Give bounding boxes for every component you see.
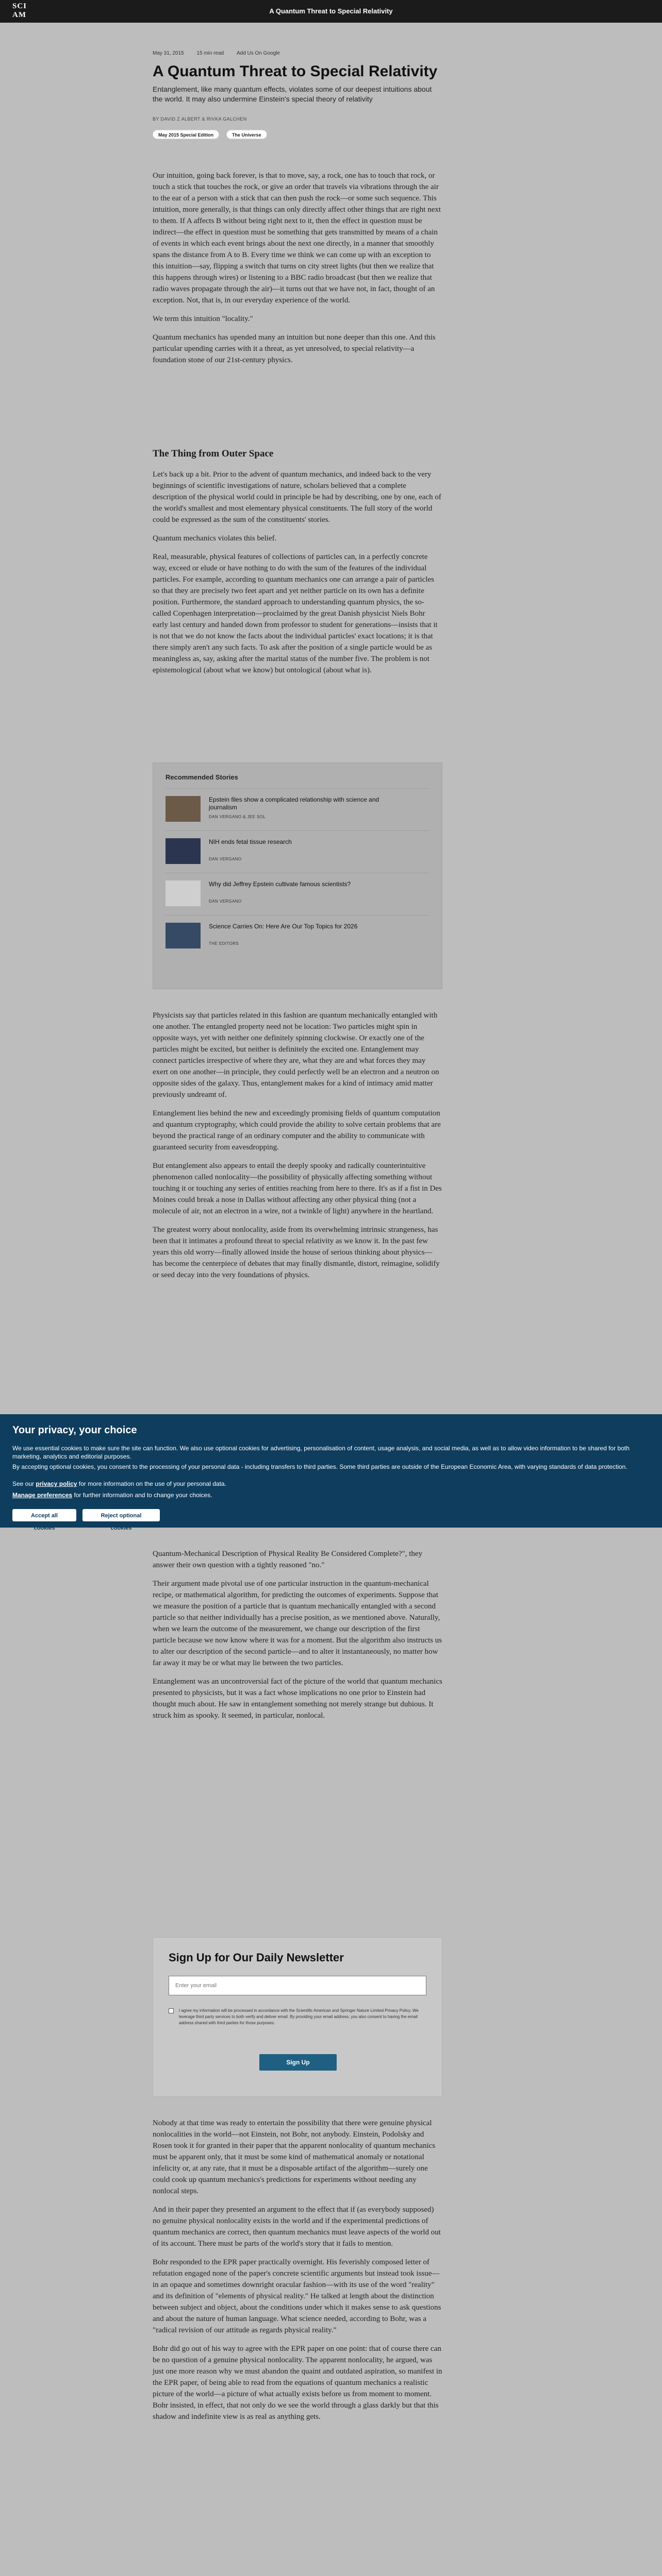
paragraph: Bohr responded to the EPR paper practically overnight. His feverishly composed letter of refutation engaged none of the paper's concrete scientific arguments but instead took issue—in an opaque and sometimes downright oracular fashion—with its use of the word "reality" and its definition of "elements of physical reality." He talked at length about the distinction between subject and object, about the conditions under which it makes sense to ask questions and about the nature of human language. What science needed, according to Bohr, was a "radical revision of our attitude as regards physical reality."	[153, 2258, 441, 2334]
story-thumbnail[interactable]	[166, 796, 201, 822]
story-author: THE EDITORS	[209, 941, 239, 946]
paragraph: Bohr did go out of his way to agree with the EPR paper on one point: that of course there can be no question of a genuine physical nonlocality. The apparent nonlocality, he argued, was just one more reason why we must abandon the quaint and outdated aspiration, so manifest in the EPR paper, of being able to read from the equations of quantum mechanics a realistic picture of the world—a picture of what actually exists before us from moment to moment. Bohr insisted, in effect, that not only do we see the world through a glass darkly but that this shadow and indefinite view is as real as anything gets.	[153, 2345, 442, 2421]
newsletter-title: Sign Up for Our Daily Newsletter	[169, 1951, 344, 1964]
reject-optional-cookies-button[interactable]: Reject optional cookies	[82, 1509, 160, 1521]
paragraph: Nobody at that time was ready to entertain the possibility that there were genuine physical nonlocalities in the world—not Einstein, not Bohr, not anybody. Einstein, Podolsky and Rosen took it for granted in their paper that the apparent nonlocality of quantum mechanics must be apparent only, that it must be some kind of mathematical anomaly or notational infelicity or, at any rate, that it must be a disposable artifact of the algorithm—surely one could cook up quantum mechanics's predictions for experiments without needing any nonlocal steps.	[153, 2119, 436, 2195]
story-author: DAN VERGANO & JEE SOL	[209, 815, 266, 819]
manage-preferences-link[interactable]: Manage preferences	[12, 1492, 73, 1499]
paragraph: Quantum mechanics violates this belief.	[153, 534, 277, 543]
topbar-title: A Quantum Threat to Special Relativity	[269, 7, 393, 15]
newsletter-signup	[153, 1937, 442, 2097]
cookie-title: Your privacy, your choice	[12, 1425, 137, 1436]
story-author: DAN VERGANO	[209, 899, 242, 904]
story-title[interactable]: Why did Jeffrey Epstein cultivate famous scientists?	[209, 880, 351, 888]
chip-special-edition[interactable]: May 2015 Special Edition	[153, 130, 219, 139]
accept-all-cookies-button[interactable]: Accept all cookies	[12, 1509, 76, 1521]
privacy-policy-link[interactable]: privacy policy	[36, 1480, 77, 1487]
paragraph: Our intuition, going back forever, is that to move, say, a rock, one has to touch that rock, or touch a stick that touches the rock, or give an order that travels via vibrations through the air to the ear of a person with a stick that can then push the rock—or some such sequence. This intuition, more generally, is that things can only directly affect other things that are right next to them. If A affects B without being right next to it, then the effect in question must be indirect—the effect in question must be something that gets transmitted by means of a chain of events in which each event brings about the next one directly, in a manner that smoothly spans the distance from A to B. Every time we think we can come up with an exception to this intuition—say, flipping a switch that turns on city street lights (but then we realize that this happens through wires) or listening to a BBC radio broadcast (but then we realize that radio waves propagate through the air)—it turns out that we have not, in fact, thought of an exception. Not, that is, in our everyday experience of the world.	[153, 172, 441, 304]
paragraph: Their argument made pivotal use of one particular instruction in the quantum-mechanical recipe, or mathematical algorithm, for predicting the outcomes of experiments. Suppose that we measure the position of a particle that is quantum mechanically entangled with a second particle so that neither individually has a precise position, as we mentioned above. Naturally, when we learn the outcome of the measurement, we change our description of the first particle because we now know where it was for a moment. But the algorithm also instructs us to alter our description of the second particle—and to alter it instantaneously, no matter how far away it may be or what may lie between the two particles.	[153, 1580, 442, 1667]
topic-chips	[153, 130, 272, 139]
story-title[interactable]: Science Carries On: Here Are Our Top Topics for 2026	[209, 923, 358, 930]
cookie-text: We use essential cookies to make sure the site can function. We also use optional cookies for advertising, personalisation of content, usage analysis, and social media, as well as to allow video information to be shared for both marketing, analytics and editorial purposes.	[12, 1445, 630, 1460]
consent-checkbox[interactable]	[169, 2008, 174, 2013]
read-time: 15 min read	[196, 50, 224, 56]
newsletter-email-input[interactable]	[169, 1976, 426, 1995]
article-meta	[153, 50, 291, 56]
article-body-1	[153, 170, 442, 373]
recommended-item[interactable]	[166, 915, 429, 957]
story-author: DAN VERGANO	[209, 857, 242, 861]
article-body-4	[153, 1548, 442, 1728]
story-title[interactable]: Epstein files show a complicated relationship with science and journalism	[209, 796, 379, 811]
cookie-consent-banner	[0, 1414, 662, 1531]
article-dek: Entanglement, like many quantum effects, violates some of our deepest intuitions about the world. It may also undermine Einstein's special theory of relativity	[153, 85, 432, 103]
recommended-title: Recommended Stories	[166, 773, 238, 781]
cookie-text: By accepting optional cookies, you consent to the processing of your personal data - including transfers to third parties. Some third parties are outside of the European Economic Area, with varying standards of data protection.	[12, 1463, 627, 1470]
story-title[interactable]: NIH ends fetal tissue research	[209, 838, 292, 845]
paragraph: Entanglement was an uncontroversial fact of the picture of the world that quantum mechanics presented to physicists, but it was a fact whose implications no one prior to Einstein had thought much about. He saw in entanglement something not merely strange but dubious. It struck him as spooky. It seemed, in particular, nonlocal.	[153, 1677, 442, 1720]
story-thumbnail[interactable]	[166, 923, 201, 948]
story-thumbnail[interactable]	[166, 838, 201, 864]
paragraph: Let's back up a bit. Prior to the advent of quantum mechanics, and indeed back to the very beginnings of scientific investigations of nature, scholars believed that a complete description of the physical world could in principle be had by describing, one by one, each of the world's smallest and most elementary physical constituents. The full story of the world could be expressed as the sum of the constituents' stories.	[153, 470, 441, 524]
paragraph: The greatest worry about nonlocality, aside from its overwhelming intrinsic strangeness, has been that it intimates a profound threat to special relativity as we know it. In the past few years this old worry—finally allowed inside the house of serious thinking about physics—has become the centerpiece of debates that may finally dismantle, distort, reimagine, solidify or seed decay into the very foundations of physics.	[153, 1226, 440, 1279]
article-headline: A Quantum Threat to Special Relativity	[153, 63, 438, 80]
paragraph: Quantum-Mechanical Description of Physical Reality Be Considered Complete?", they answer their own question with a tightly reasoned "no."	[153, 1550, 423, 1569]
newsletter-signup-button[interactable]: Sign Up	[259, 2054, 337, 2071]
article-date: May 31, 2015	[153, 50, 184, 56]
paragraph: And in their paper they presented an argument to the effect that if (as everybody supposed) no genuine physical nonlocality exists in the world and if the experimental predictions of quantum mechanics are correct, then quantum mechanics must leave aspects of the world out of its account. There must be parts of the world's story that it fails to mention.	[153, 2206, 441, 2248]
cookie-privacy-line: See our privacy policy for more information on the use of your personal data.	[12, 1480, 226, 1487]
site-logo[interactable]: SCI AM	[12, 2, 27, 19]
article-byline[interactable]: BY DAVID Z ALBERT & RIVKA GALCHEN	[153, 116, 247, 122]
article-body-5	[153, 2117, 442, 2430]
article-body-2	[153, 469, 442, 683]
top-bar	[0, 0, 662, 23]
chip-the-universe[interactable]: The Universe	[226, 130, 267, 139]
newsletter-consent: I agree my information will be processed in accordance with the Scientific American and Springer Nature Limited Privacy Policy. We leverage third party services to both verify and deliver email. By providing your email address, you also consent to having the email address shared with third parties for those purposes.	[169, 2008, 426, 2026]
paragraph: Entanglement lies behind the new and exceedingly promising fields of quantum computation and quantum cryptography, which could provide the ability to solve certain problems that are beyond the practical range of an ordinary computer and the ability to communicate with guaranteed security from eavesdropping.	[153, 1109, 441, 1151]
recommended-stories	[153, 762, 442, 989]
paragraph: We term this intuition "locality."	[153, 315, 253, 323]
recommended-item[interactable]	[166, 788, 429, 831]
story-thumbnail[interactable]	[166, 880, 201, 906]
cookie-preferences-line: Manage preferences for further information and to change your choices.	[12, 1492, 212, 1499]
recommended-item[interactable]	[166, 873, 429, 915]
article-body-3	[153, 1010, 442, 1288]
paragraph: Real, measurable, physical features of collections of particles can, in a perfectly concrete way, exceed or elude or have nothing to do with the sum of the features of the individual particles. For example, according to quantum mechanics one can arrange a pair of particles so that they are precisely two feet apart and yet neither particle on its own has a definite position. Furthermore, the standard approach to understanding quantum physics, the so-called Copenhagen interpretation—proclaimed by the great Danish physicist Niels Bohr early last century and handed down from professor to student for generations—insists that it is not that we do not know the facts about the individual particles' exact locations; it is that there simply aren't any such facts. To ask after the position of a single particle would be as meaningless as, say, asking after the marital status of the number five. The problem is not epistemological (about what we know) but ontological (about what is).	[153, 553, 438, 674]
paragraph: Quantum mechanics has upended many an intuition but none deeper than this one. And this particular upending carries with it a threat, as yet unresolved, to special relativity—a foundation stone of our 21st-century physics.	[153, 333, 436, 364]
add-us-on-google-link[interactable]: Add Us On Google	[236, 50, 280, 56]
section-heading: The Thing from Outer Space	[153, 448, 274, 459]
paragraph: Physicists say that particles related in this fashion are quantum mechanically entangled with one another. The entangled property need not be location: Two particles might spin in opposite ways, yet with neither one definitely spinning clockwise. Or exactly one of the particles might be excited, but neither is definitely the excited one. Entanglement may connect particles irrespective of where they are, what they are and what forces they may exert on one another—in principle, they could perfectly well be an electron and a neutron on opposite sides of the galaxy. Thus, entanglement makes for a kind of intimacy amid matter previously undreamt of.	[153, 1011, 439, 1099]
recommended-item[interactable]	[166, 831, 429, 873]
paragraph: But entanglement also appears to entail the deeply spooky and radically counterintuitive phenomenon called nonlocality—the possibility of physically affecting something without touching it or touching any series of entities reaching from here to there. It's as if a fist in Des Moines could break a nose in Dallas without affecting any other physical thing (not a molecule of air, not an electron in a wire, not a twinkle of light) anywhere in the heartland.	[153, 1162, 442, 1215]
